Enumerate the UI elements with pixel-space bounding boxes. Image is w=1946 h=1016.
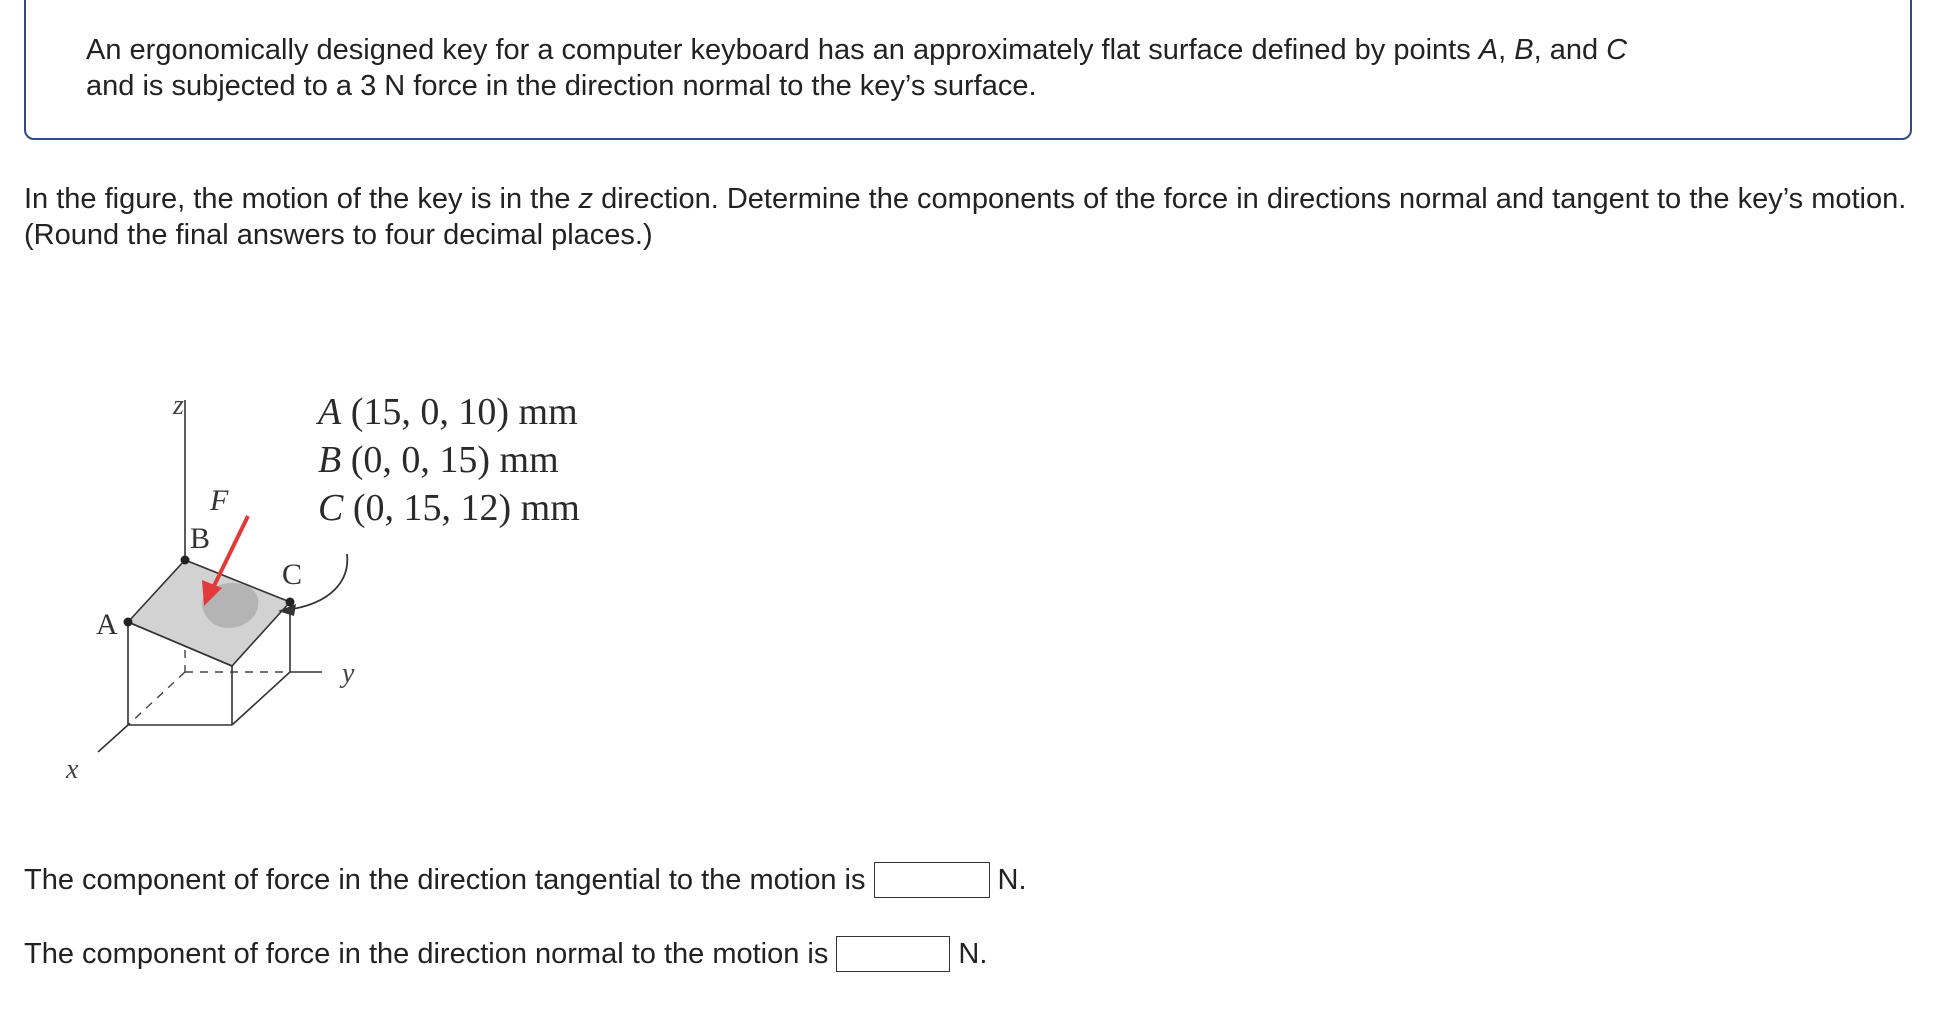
z-direction-ref: z — [578, 183, 594, 215]
intro-separator-and: , and — [1533, 34, 1607, 66]
tangential-unit: N. — [997, 864, 1027, 896]
coord-c-value: (0, 15, 12) mm — [352, 487, 580, 529]
intro-text-line2: and is subjected to a 3 N force in the direction normal to the key’s surface. — [86, 70, 1037, 102]
tangential-label: The component of force in the direction tangential to the motion is — [24, 864, 866, 896]
normal-answer-input[interactable] — [836, 936, 950, 972]
point-coordinates-list — [318, 388, 580, 532]
normal-label: The component of force in the direction normal to the motion is — [24, 938, 829, 970]
coord-c-letter: C — [318, 487, 344, 529]
point-b-ref: B — [1514, 34, 1534, 66]
coord-c — [318, 484, 580, 532]
point-c-ref: C — [1606, 34, 1628, 66]
force-label: F — [210, 484, 229, 517]
x-axis — [98, 725, 128, 752]
point-a-label: A — [96, 608, 118, 641]
point-b-dot — [181, 556, 190, 565]
coord-b — [318, 436, 580, 484]
point-a-dot — [124, 618, 133, 627]
coord-a — [318, 388, 580, 436]
problem-intro — [86, 32, 1846, 104]
coord-b-value: (0, 0, 15) mm — [350, 439, 559, 481]
question-prompt — [24, 181, 1924, 253]
question-text-end: direction. Determine the components of the force in directions normal and tangent to the key’s motion. (Round the final answers to four decimal places.) — [24, 183, 1907, 251]
key-edge-side-bottom — [232, 672, 290, 725]
intro-text-start: An ergonomically designed key for a computer keyboard has an approximately flat surface defined by points — [86, 34, 1479, 66]
normal-answer-row — [24, 936, 987, 972]
coord-a-value: (15, 0, 10) mm — [350, 391, 578, 433]
x-axis-label: x — [66, 754, 79, 785]
intro-separator: , — [1498, 34, 1515, 66]
hidden-edge-x — [128, 672, 185, 725]
tangential-answer-row — [24, 862, 1027, 898]
z-axis-label: z — [173, 390, 184, 421]
point-a-ref: A — [1478, 34, 1499, 66]
question-text-start: In the figure, the motion of the key is in the — [24, 183, 579, 215]
normal-unit: N. — [958, 938, 988, 970]
tangential-answer-input[interactable] — [874, 862, 990, 898]
coord-a-letter: A — [318, 391, 342, 433]
point-c-label: C — [282, 558, 303, 591]
y-axis-label: y — [342, 658, 355, 689]
point-b-label: B — [190, 522, 211, 555]
coord-b-letter: B — [318, 439, 342, 481]
